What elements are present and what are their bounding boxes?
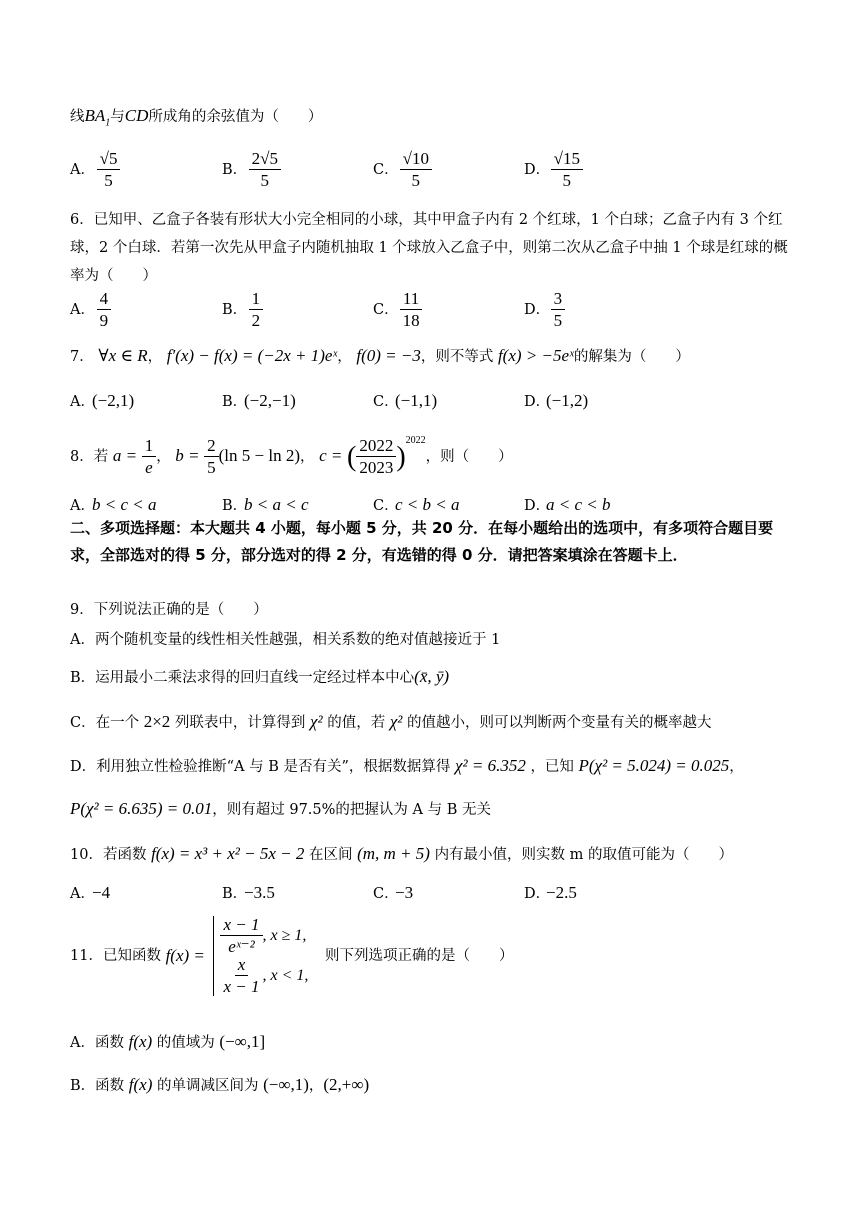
q6-option-a-label: A． [70, 301, 95, 318]
q6-option-c-frac [400, 290, 423, 330]
q8-option-a-value: b < c < a [92, 495, 157, 514]
q5-option-a-num: √5 [97, 150, 121, 170]
q11-piecewise [213, 916, 308, 996]
q8-option-c-value: c < b < a [395, 495, 460, 514]
q10-option-c[interactable] [373, 882, 413, 903]
q8-c-num: 2022 [356, 437, 396, 457]
q9-option-a[interactable]: A．两个随机变量的线性相关性越强，相关系数的绝对值越接近于 1 [70, 632, 501, 648]
q9-option-d[interactable] [70, 754, 744, 778]
q9-option-b-math: (x̄, ȳ) [414, 667, 450, 686]
q9-c-chi2: χ² [389, 712, 403, 731]
q8-b-num: 2 [204, 437, 219, 457]
q6-option-a-den: 9 [99, 310, 109, 330]
q8-c-frac [356, 437, 396, 477]
q10-option-c-value: −3 [395, 883, 414, 902]
q9-stem: 9．下列说法正确的是（ ） [70, 602, 268, 618]
q7-option-b[interactable] [222, 390, 296, 411]
q7-tail: 的解集为（ ） [573, 349, 690, 365]
q5-option-a-frac [97, 150, 121, 190]
q5-option-b-label: B． [222, 161, 248, 178]
q5-option-d-label: D． [524, 161, 551, 178]
q11-b-interval-2: (2,+∞) [323, 1075, 370, 1094]
q8-option-b-value: b < a < c [244, 495, 309, 514]
q7-option-d-value: (−1,2) [546, 391, 589, 410]
q7-cond2: f′(x) − f(x) = (−2x + 1)eˣ [166, 346, 338, 365]
q10-pre: 10．若函数 [70, 847, 147, 863]
q9-c-table-size: 2×2 [143, 712, 171, 731]
q7-stem [70, 344, 690, 368]
q5-option-d-den: 5 [562, 170, 572, 190]
q10-post: 内有最小值，则实数 m 的取值可能为（ ） [434, 847, 734, 863]
q7-option-d-label: D． [524, 394, 551, 410]
q11-option-b[interactable] [70, 1073, 369, 1097]
q7-option-c[interactable] [373, 390, 437, 411]
q5-option-c-den: 5 [411, 170, 421, 190]
q11-a-range: (−∞,1] [219, 1032, 266, 1051]
q8-option-d[interactable] [524, 494, 611, 515]
q6-option-d[interactable] [524, 290, 565, 330]
q8-c-lhs: c = [319, 446, 343, 465]
q11-piece-2-frac [220, 956, 262, 996]
q11-b-func: f(x) [128, 1075, 153, 1094]
q9-d-chi-value: χ² = 6.352 [455, 756, 526, 775]
q11-b-interval-1: (−∞,1) [263, 1075, 309, 1094]
q5-var1-sub: 1 [105, 117, 111, 129]
q6-option-b-den: 2 [251, 310, 261, 330]
q11-b-pre: B．函数 [70, 1078, 125, 1094]
q5-option-d-frac [551, 150, 583, 190]
q9-c-post: 的值越小，则可以判断两个变量有关的概率越大 [407, 715, 712, 731]
q11-fx: f(x) = [165, 946, 205, 966]
q8-a-den: e [145, 458, 153, 477]
q8-a-frac [142, 437, 157, 477]
q6-option-d-num: 3 [551, 290, 566, 310]
q9-option-d-cont [70, 797, 491, 821]
q7-option-d[interactable] [524, 390, 588, 411]
q7-cond3: f(0) = −3 [356, 346, 421, 365]
q7-option-a[interactable] [70, 390, 134, 411]
q9-d-prob2: P(χ² = 6.635) = 0.01 [70, 799, 213, 818]
q11-p2-den: x − 1 [223, 977, 260, 996]
q10-option-c-label: C． [373, 886, 399, 902]
q9-option-b-text: B．运用最小二乘法求得的回归直线一定经过样本中心 [70, 670, 415, 686]
q9-c-mid2: 的值，若 [327, 715, 386, 731]
q5-var2: CD [124, 106, 149, 125]
q11-a-mid: 的值域为 [156, 1035, 215, 1051]
q7-option-c-value: (−1,1) [395, 391, 438, 410]
q10-option-d[interactable] [524, 882, 577, 903]
q11-b-mid: 的单调减区间为 [156, 1078, 259, 1094]
q8-tail: ，则（ ） [425, 449, 513, 465]
q11-p2-cond: , x < 1, [262, 966, 309, 984]
section-2-heading: 二、多项选择题：本大题共 4 小题，每小题 5 分，共 20 分．在每小题给出的选项中，有多项符合题目要求，全部选对的得 5 分，部分选对的得 2 分，有选错的得 0 分．请把答案填涂在答题卡上． [70, 519, 774, 564]
q5-option-b[interactable] [222, 150, 281, 190]
q7-option-b-label: B． [222, 394, 248, 410]
q8-b-lhs: b = [175, 446, 200, 465]
q5-option-c[interactable] [373, 150, 432, 190]
q9-d-prob1: P(χ² = 5.024) = 0.025 [578, 756, 730, 775]
q9-option-c[interactable] [70, 710, 712, 734]
q5-var1-text: BA [84, 106, 106, 125]
q11-p1-num: x − 1 [220, 916, 262, 936]
q6-option-d-den: 5 [553, 310, 563, 330]
q10-option-b-label: B． [222, 886, 248, 902]
q9-option-b[interactable] [70, 665, 449, 689]
q9-d-mid: ，已知 [530, 759, 574, 775]
q8-option-b-label: B． [222, 498, 248, 514]
q8-b-rest: (ln 5 − ln 2) [218, 446, 300, 465]
q8-b-den: 5 [207, 458, 216, 477]
q6-option-c-label: C． [373, 301, 399, 318]
q11-piece-2 [220, 956, 308, 996]
q5-tail-mid: 与 [110, 109, 125, 125]
q8-number: 8．若 [70, 449, 109, 465]
q5-option-c-label: C． [373, 161, 399, 178]
q8-b-frac [204, 437, 219, 477]
q11-post: 则下列选项正确的是（ ） [325, 947, 514, 964]
q7-cond1: ∀x ∈ R [98, 346, 148, 365]
q8-option-b[interactable] [222, 494, 309, 515]
q7-option-c-label: C． [373, 394, 399, 410]
q5-tail-pre: 线 [70, 109, 85, 125]
q7-mid: ，则不等式 [420, 349, 494, 365]
q6-option-c[interactable] [373, 290, 423, 330]
q10-mid: 在区间 [308, 847, 353, 863]
q8-stem: 8．若 a = $\frac{1}{e}$ ， b = $\frac{2}{5}$ (ln 5 − ln 2)， c = ( $\frac{2022}{2023}$ )$^{2022}$，则（ ） [70, 435, 513, 477]
q10-function: f(x) = x³ + x² − 5x − 2 [151, 844, 305, 863]
q10-interval: (m, m + 5) [357, 844, 430, 863]
q7-option-b-value: (−2,−1) [244, 391, 296, 410]
q7-number: 7． [70, 349, 94, 365]
q6-stem: 6．已知甲、乙盒子各装有形状大小完全相同的小球，其中甲盒子内有 2 个红球，1 个白球；乙盒子内有 3 个红球，2 个白球．若第一次先从甲盒子内随机抽取 1 个球放入乙盒子中，则第二次从乙盒子中抽 1 个球是红球的概率为（ ） [70, 212, 788, 284]
q11-b-sep: ， [308, 1078, 324, 1094]
q5-option-d[interactable] [524, 150, 583, 190]
q6-option-c-num: 11 [400, 290, 422, 310]
q11-p2-num: x [235, 956, 249, 976]
q10-option-a-value: −4 [92, 883, 111, 902]
q8-option-a[interactable] [70, 494, 157, 515]
q7-sep1: ， [147, 349, 163, 365]
q11-pre: 11．已知函数 [70, 947, 161, 964]
q5-option-c-num: √10 [400, 150, 432, 170]
q6-option-b-label: B． [222, 301, 248, 318]
q5-option-b-frac [249, 150, 281, 190]
q6-option-d-frac [551, 290, 566, 330]
q7-inequality: f(x) > −5eˣ [497, 346, 574, 365]
q5-var1 [84, 106, 111, 129]
q11-p1-den: eˣ⁻² [228, 937, 255, 956]
q6-option-b[interactable] [222, 290, 263, 330]
q10-option-a[interactable] [70, 882, 110, 903]
q10-option-a-label: A． [70, 886, 95, 902]
q7-option-a-value: (−2,1) [92, 391, 135, 410]
q5-option-b-den: 5 [260, 170, 270, 190]
q5-option-c-frac [400, 150, 432, 190]
q8-c-rparen: ) [396, 441, 406, 473]
q5-option-a[interactable] [70, 150, 120, 190]
q8-c-exponent: 2022 [405, 435, 426, 446]
q8-option-a-label: A． [70, 498, 95, 514]
q7-option-a-label: A． [70, 394, 95, 410]
q8-option-d-label: D． [524, 498, 551, 514]
q6-option-b-num: 1 [249, 290, 264, 310]
q10-option-b[interactable] [222, 882, 275, 903]
q7-sep2: ， [337, 349, 352, 365]
q10-option-d-label: D． [524, 886, 551, 902]
q11-a-pre: A．函数 [70, 1035, 124, 1051]
q6-option-a[interactable] [70, 290, 111, 330]
q8-a-lhs: a = [112, 446, 138, 465]
q8-option-c-label: C． [373, 498, 399, 514]
q6-option-b-frac [249, 290, 264, 330]
q8-c-lparen: ( [347, 441, 357, 473]
q5-stem-tail [70, 104, 322, 130]
q8-option-c[interactable] [373, 494, 460, 515]
q9-c-mid1: 列联表中，计算得到 [174, 715, 306, 731]
q9-c-chi1: χ² [310, 712, 323, 731]
q6-option-d-label: D． [524, 301, 551, 318]
q11-stem [70, 916, 514, 996]
q9-d-end: ， [729, 759, 744, 775]
q11-piece-1-frac [220, 916, 262, 956]
q6-option-a-frac [97, 290, 112, 330]
q10-option-d-value: −2.5 [546, 883, 577, 902]
q11-p1-cond: , x ≥ 1, [262, 926, 307, 944]
q9-d-pre: D．利用独立性检验推断“A 与 B 是否有关”，根据数据算得 [70, 759, 451, 775]
q5-option-d-num: √15 [551, 150, 583, 170]
q5-option-a-den: 5 [104, 170, 113, 190]
q5-option-a-label: A． [70, 161, 95, 178]
q6-option-a-num: 4 [97, 290, 112, 310]
q11-a-func: f(x) [128, 1032, 153, 1051]
q11-option-a[interactable] [70, 1030, 265, 1054]
q10-option-b-value: −3.5 [244, 883, 275, 902]
q9-d-conclusion: ，则有超过 97.5%的把握认为 A 与 B 无关 [212, 802, 491, 818]
q10-stem [70, 842, 733, 866]
q5-tail-post: 所成角的余弦值为（ ） [148, 109, 323, 125]
q9-c-pre: C．在一个 [70, 715, 140, 731]
q5-option-b-num: 2√5 [249, 150, 281, 170]
q8-option-d-value: a < c < b [546, 495, 611, 514]
q8-c-den: 2023 [359, 458, 394, 477]
q6-option-c-den: 18 [402, 310, 420, 330]
q11-piece-1 [220, 916, 308, 956]
q8-a-num: 1 [142, 437, 157, 457]
